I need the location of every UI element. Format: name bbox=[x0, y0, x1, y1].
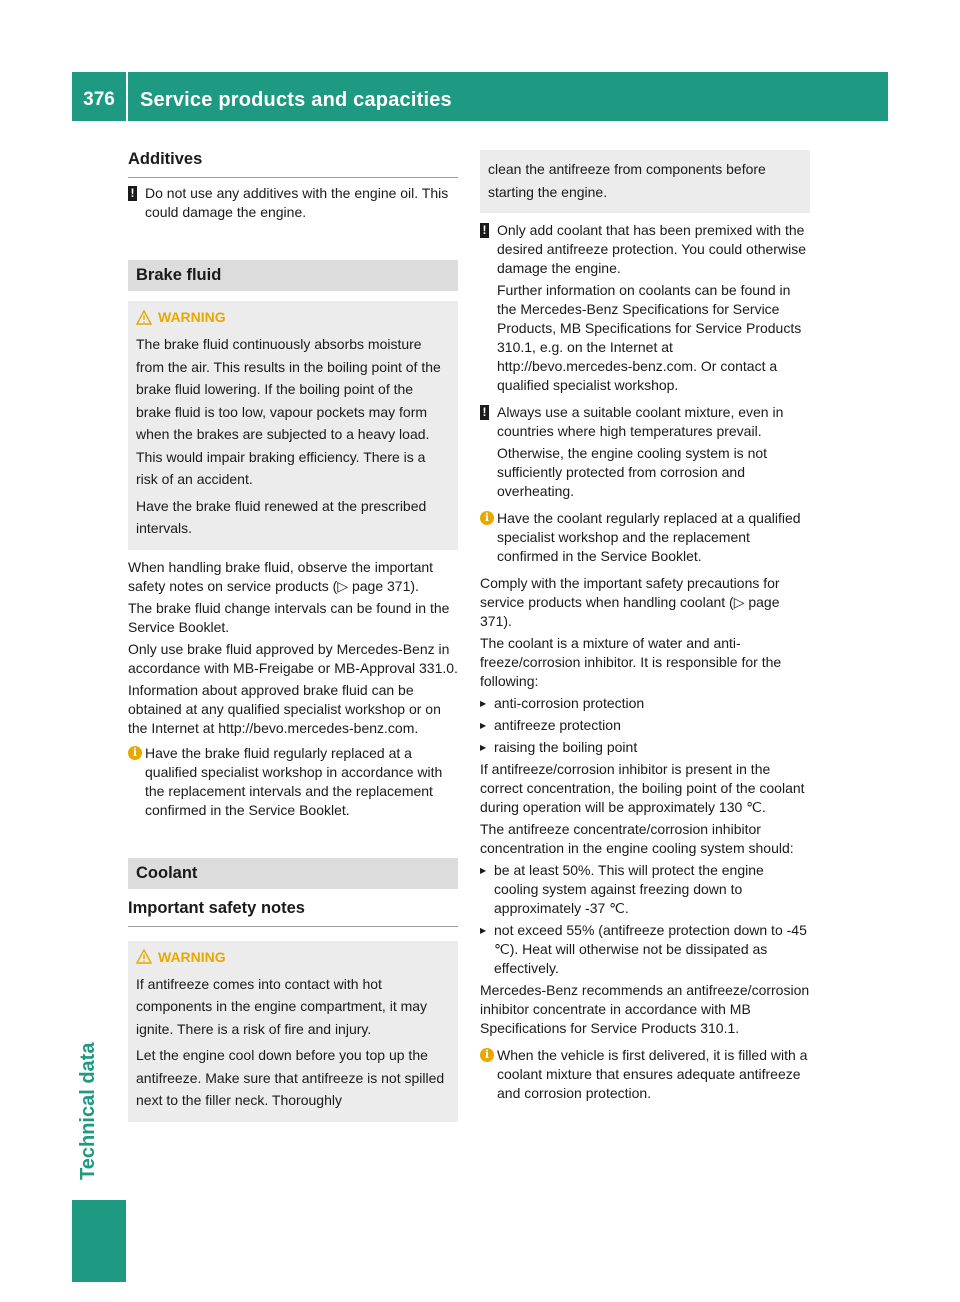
coolant-warning-box bbox=[128, 941, 458, 1122]
coolant-info-text: Have the coolant regularly replaced at a qualified specialist workshop and the replacement confirmed in the Service Booklet. bbox=[497, 510, 801, 564]
brake-info-note bbox=[128, 744, 458, 820]
coolant-warning-continued bbox=[480, 150, 810, 213]
additives-note bbox=[128, 184, 458, 222]
list-item: ▶ anti-corrosion protection bbox=[480, 694, 810, 713]
brake-paragraph: The brake fluid change intervals can be found in the Service Booklet. bbox=[128, 599, 450, 635]
coolant-delivery-info-note bbox=[480, 1046, 810, 1103]
header-divider bbox=[126, 72, 128, 121]
brake-paragraph: Information about approved brake fluid can be obtained at any qualified specialist workshop or on the Internet at http://bevo.mercedes-benz.com. bbox=[128, 681, 441, 736]
coolant-premix-note bbox=[480, 221, 810, 395]
coolant-warning-header bbox=[136, 949, 450, 965]
safety-notes-heading: Important safety notes bbox=[128, 899, 458, 927]
coolant-heading: Coolant bbox=[128, 858, 458, 889]
list-item: ▶ antifreeze protection bbox=[480, 716, 810, 735]
left-column bbox=[128, 150, 458, 1130]
coolant-paragraph: Comply with the important safety precautions for service products when handling coolant (▷ page 371). bbox=[480, 575, 780, 629]
coolant-paragraph: The antifreeze concentrate/corrosion inhibitor concentration in the engine cooling system should: bbox=[480, 821, 794, 856]
coolant-warning-text-2: Let the engine cool down before you top up the antifreeze. Make sure that antifreeze is not spilled next to the filler neck. Thoroughly bbox=[136, 1047, 445, 1108]
coolant-warning-label: WARNING bbox=[158, 948, 226, 965]
side-tab-marker bbox=[72, 1200, 126, 1282]
warning-triangle-icon bbox=[136, 310, 152, 325]
brake-warning-label: WARNING bbox=[158, 309, 226, 325]
list-item: ▶ not exceed 55% (antifreeze protection down to -45 ℃). Heat will otherwise not be dissipated as effectively. bbox=[480, 921, 810, 978]
exclamation-icon: ! bbox=[480, 223, 489, 238]
warning-triangle-icon bbox=[136, 949, 152, 964]
brake-warning-text-2: Have the brake fluid renewed at the prescribed intervals. bbox=[136, 497, 427, 536]
page-title: Service products and capacities bbox=[140, 89, 452, 111]
brake-fluid-heading: Brake fluid bbox=[128, 260, 458, 291]
coolant-warning-continued-text: clean the antifreeze from components before starting the engine. bbox=[488, 161, 766, 200]
coolant-paragraph: Mercedes-Benz recommends an antifreeze/corrosion inhibitor concentrate in accordance with MB Specifications for Service Products 310.1. bbox=[480, 982, 810, 1036]
exclamation-icon: ! bbox=[128, 186, 137, 201]
info-icon: i bbox=[128, 746, 142, 760]
coolant-info-note bbox=[480, 509, 810, 566]
brake-paragraph: Only use brake fluid approved by Mercedes-Benz in accordance with MB-Freigabe or MB-Approval 331.0. bbox=[128, 640, 458, 676]
coolant-premix-text: Only add coolant that has been premixed with the desired antifreeze protection. You could otherwise damage the engine. bbox=[497, 222, 806, 276]
coolant-spec-text: Further information on coolants can be found in the Mercedes-Benz Specifications for Service Products, MB Specifications for Service Products 310.1, e.g. on the Internet at http://bevo.mercedes-benz.com. Or contact a qualified specialist workshop. bbox=[497, 282, 802, 393]
additives-note-text: Do not use any additives with the engine oil. This could damage the engine. bbox=[145, 185, 449, 220]
coolant-overheating-text: Otherwise, the engine cooling system is not sufficiently protected from corrosion and overheating. bbox=[497, 445, 768, 499]
coolant-paragraph: If antifreeze/corrosion inhibitor is present in the correct concentration, the boiling point of the coolant during operation will be approximately 130 ℃. bbox=[480, 761, 805, 815]
spacer bbox=[128, 828, 458, 858]
coolant-mixture-text: Always use a suitable coolant mixture, even in countries where high temperatures prevail. bbox=[497, 404, 784, 439]
right-column bbox=[480, 150, 810, 1111]
side-section-label: Technical data bbox=[77, 1042, 99, 1180]
brake-warning-header bbox=[136, 309, 450, 325]
page-number: 376 bbox=[83, 89, 115, 110]
spacer bbox=[128, 230, 458, 260]
exclamation-icon: ! bbox=[480, 405, 489, 420]
additives-heading: Additives bbox=[128, 150, 458, 178]
coolant-paragraph: The coolant is a mixture of water and anti-freeze/corrosion inhibitor. It is responsible for the following: bbox=[480, 635, 782, 689]
list-item: ▶ be at least 50%. This will protect the engine cooling system against freezing down to approximately -37 ℃. bbox=[480, 861, 810, 918]
brake-warning-box bbox=[128, 301, 458, 550]
brake-info-text: Have the brake fluid regularly replaced at a qualified specialist workshop in accordance with the replacement intervals and the replacement confirmed in the Service Booklet. bbox=[145, 744, 443, 818]
list-item: ▶ raising the boiling point bbox=[480, 738, 810, 757]
brake-warning-text: The brake fluid continuously absorbs moisture from the air. This results in the boiling point of the brake fluid lowering. If the boiling point of the brake fluid is too low, vapour pockets may form when the brakes are subjected to a heavy load. This would impair braking efficiency. There is a risk of an accident. bbox=[136, 336, 441, 487]
coolant-warning-text: If antifreeze comes into contact with hot components in the engine compartment, it may ignite. There is a risk of fire and injury. bbox=[136, 975, 428, 1037]
coolant-delivery-info-text: When the vehicle is first delivered, it is filled with a coolant mixture that ensures adequate antifreeze and corrosion protection. bbox=[497, 1047, 808, 1101]
info-icon: i bbox=[480, 1048, 494, 1062]
info-icon: i bbox=[480, 511, 494, 525]
brake-paragraph: When handling brake fluid, observe the important safety notes on service products (▷ page 371). bbox=[128, 558, 434, 594]
coolant-mixture-note bbox=[480, 403, 810, 501]
